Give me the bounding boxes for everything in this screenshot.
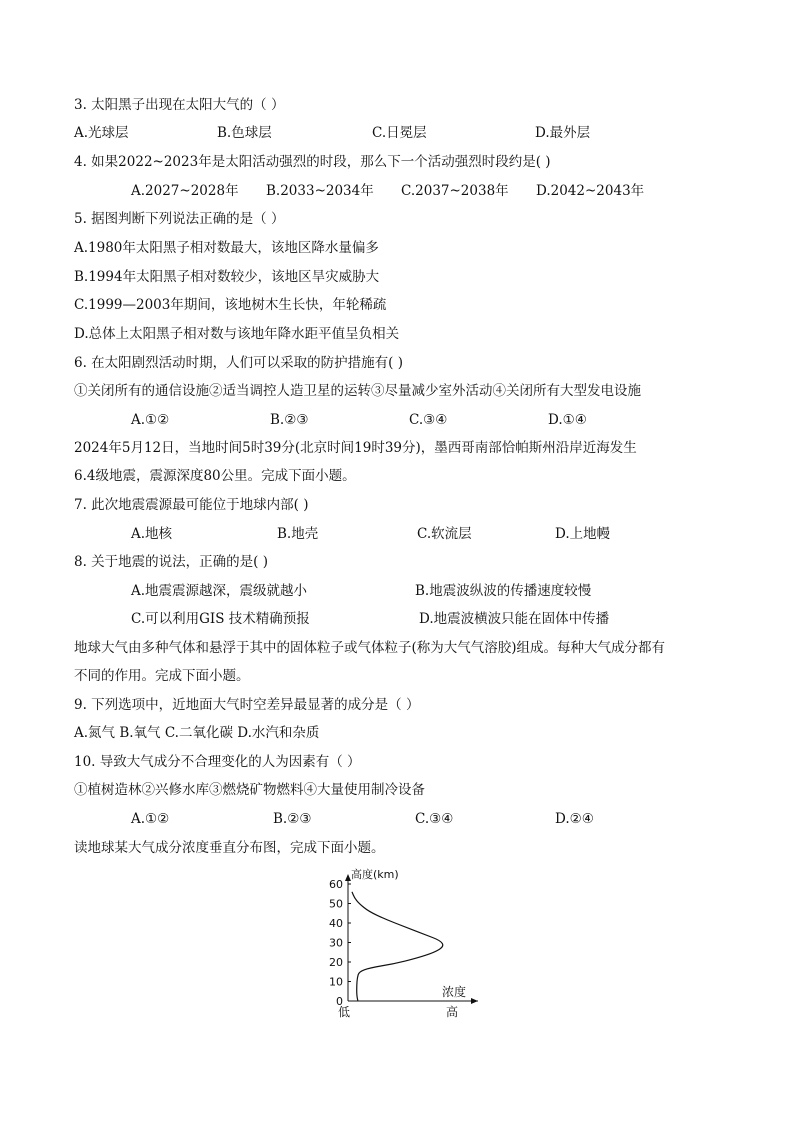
q4-stem: 4. 如果2022~2023年是太阳活动强烈的时段，那么下一个活动强烈时段约是( ) <box>74 154 551 170</box>
concentration-chart-svg <box>318 862 488 1027</box>
y-axis-label: 高度(km) <box>351 868 399 881</box>
q3-option-b: B.色球层 <box>217 125 272 141</box>
x-tick-low: 低 <box>338 1005 351 1019</box>
q7-option-c: C.软流层 <box>417 526 472 542</box>
q4-option-a: A.2027~2028年 <box>131 183 239 199</box>
q7-option-a: A.地核 <box>131 526 173 542</box>
passage2-line2: 不同的作用。完成下面小题。 <box>74 668 250 684</box>
q8-option-b: B.地震波纵波的传播速度较慢 <box>415 583 592 599</box>
q8-option-c: C.可以利用GIS 技术精确预报 <box>131 611 310 627</box>
x-axis-label: 浓度 <box>442 985 467 999</box>
q8-stem: 8. 关于地震的说法，正确的是( ) <box>74 554 268 570</box>
q8-option-a: A.地震震源越深，震级就越小 <box>131 583 308 599</box>
q9-options: A.氮气 B.氧气 C.二氧化碳 D.水汽和杂质 <box>74 725 320 741</box>
q6-option-c: C.③④ <box>409 412 448 428</box>
x-axis-arrow <box>471 998 478 1004</box>
q3-option-d: D.最外层 <box>535 125 591 141</box>
q5-option-b: B.1994年太阳黑子相对数较少，该地区旱灾威胁大 <box>74 269 380 285</box>
q5-option-a: A.1980年太阳黑子相对数最大，该地区降水量偏多 <box>74 240 379 256</box>
q3-option-c: C.日冕层 <box>372 125 427 141</box>
q6-option-a: A.①② <box>131 412 170 428</box>
x-tick-high: 高 <box>446 1005 459 1019</box>
passage2-line1: 地球大气由多种气体和悬浮于其中的固体粒子或气体粒子(称为大气气溶胶)组成。每种大气成分都有 <box>74 640 666 656</box>
q5-option-d: D.总体上太阳黑子相对数与该地年降水距平值呈负相关 <box>74 326 400 342</box>
q4-option-d: D.2042~2043年 <box>536 183 645 199</box>
q10-option-c: C.③④ <box>415 811 454 827</box>
q4-option-b: B.2033~2034年 <box>266 183 374 199</box>
passage3-line1: 读地球某大气成分浓度垂直分布图，完成下面小题。 <box>74 840 385 856</box>
q7-stem: 7. 此次地震震源最可能位于地球内部( ) <box>74 497 309 513</box>
q9-stem: 9. 下列选项中，近地面大气时空差异最显著的成分是（ ） <box>74 697 420 713</box>
q3-stem: 3. 太阳黑子出现在太阳大气的（ ） <box>74 97 285 113</box>
q10-items: ①植树造林②兴修水库③燃烧矿物燃料④大量使用制冷设备 <box>74 782 425 798</box>
concentration-curve <box>352 892 443 1001</box>
q7-option-d: D.上地幔 <box>555 526 611 542</box>
q3-option-a: A.光球层 <box>74 125 129 141</box>
q10-option-a: A.①② <box>131 811 170 827</box>
y-tick-label: 30 <box>329 936 343 950</box>
q8-option-d: D.地震波横波只能在固体中传播 <box>419 611 610 627</box>
passage1-line2: 6.4级地震，震源深度80公里。完成下面小题。 <box>74 468 356 484</box>
y-tick-label: 0 <box>336 995 343 1008</box>
y-tick-label: 40 <box>329 917 343 930</box>
q10-option-b: B.②③ <box>273 811 312 827</box>
q6-stem: 6. 在太阳剧烈活动时期，人们可以采取的防护措施有( ) <box>74 355 403 371</box>
q5-option-c: C.1999—2003年期间，该地树木生长快，年轮稀疏 <box>74 297 387 313</box>
q6-option-b: B.②③ <box>270 412 309 428</box>
y-tick-label: 60 <box>329 878 343 891</box>
q6-option-d: D.①④ <box>548 412 587 428</box>
q4-option-c: C.2037~2038年 <box>401 183 509 199</box>
q10-stem: 10. 导致大气成分不合理变化的人为因素有（ ） <box>74 754 361 770</box>
q10-option-d: D.②④ <box>555 811 594 827</box>
y-tick-label: 50 <box>329 897 343 911</box>
q6-items: ①关闭所有的通信设施②适当调控人造卫星的运转③尽量减少室外活动④关闭所有大型发电设施 <box>74 383 641 399</box>
q5-stem: 5. 据图判断下列说法正确的是（ ） <box>74 211 285 227</box>
passage1-line1: 2024年5月12日，当地时间5时39分(北京时间19时39分)，墨西哥南部恰帕斯州沿岸近海发生 <box>74 440 637 456</box>
q7-option-b: B.地壳 <box>277 526 319 542</box>
y-tick-label: 20 <box>329 956 343 969</box>
concentration-chart <box>318 862 488 1027</box>
y-tick-label: 10 <box>329 975 343 989</box>
